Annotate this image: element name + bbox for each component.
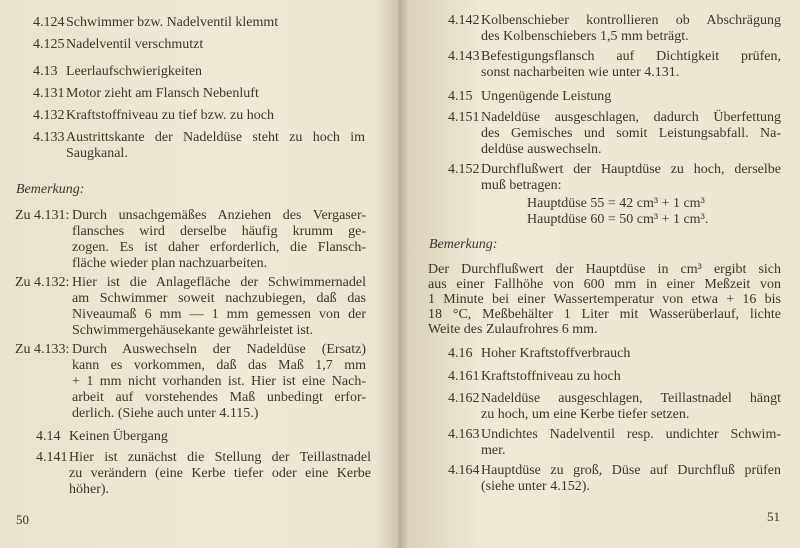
entry-line: Undichtes Nadelventil resp. undichter Schwim-	[481, 427, 781, 442]
remark-paragraph-line: aus einer Fallhöhe von 600 mm in einer Meßzeit von	[428, 277, 781, 292]
entry-line: Keinen Übergang	[69, 429, 168, 444]
entry-line: Kraftstoffniveau zu tief bzw. zu hoch	[66, 108, 274, 123]
remark-line: am Schwimmer soweit nachzubiegen, daß das	[72, 291, 366, 306]
remark-line: Durch unsachgemäßes Anziehen des Vergaser-	[72, 208, 366, 223]
entry-line: des Gemisches und somit Leistungsabfall. Na-	[481, 126, 781, 141]
remark-line: Hier ist die Anlagefläche der Schwimmernadel	[72, 275, 366, 290]
remark-paragraph-line: 18 °C, Meßbehälter 1 Liter mit Wasserüberlauf, lichte	[428, 307, 781, 322]
remark-reference: Zu 4.132:	[15, 275, 70, 290]
remark-line: arbeit auf vorstehendes Maß unbedingt erfor-	[72, 390, 366, 405]
remark-line: flansches wird derselbe häufig krumm ge-	[72, 224, 366, 239]
entry-line: sonst nacharbeiten wie unter 4.131.	[481, 65, 680, 80]
entry-line: Kolbenschieber kontrollieren ob Abschrägung	[481, 13, 781, 28]
entry-number: 4.13	[33, 64, 58, 79]
remark-line: derlich. (Siehe auch unter 4.115.)	[72, 406, 259, 421]
formula-line: Hauptdüse 55 = 42 cm³ + 1 cm³	[527, 196, 705, 211]
remark-line: Schwimmergehäusekante gewährleistet ist.	[72, 323, 314, 338]
entry-line: muß betragen:	[481, 178, 562, 193]
entry-line: Hier ist zunächst die Stellung der Teillastnadel	[69, 450, 371, 465]
entry-number: 4.16	[448, 346, 473, 361]
entry-line: deldüse auswechseln.	[481, 142, 602, 157]
entry-line: Leerlaufschwierigkeiten	[66, 64, 203, 79]
entry-number: 4.151	[448, 110, 480, 125]
entry-line: Schwimmer bzw. Nadelventil klemmt	[66, 15, 279, 30]
entry-number: 4.15	[448, 89, 473, 104]
entry-line: Saugkanal.	[66, 146, 128, 161]
remark-reference: Zu 4.131:	[15, 208, 70, 223]
remark-line: Durch Auswechseln der Nadeldüse (Ersatz)	[72, 342, 366, 357]
formula-line: Hauptdüse 60 = 50 cm³ + 1 cm³.	[527, 212, 709, 227]
entry-line: Hauptdüse zu groß, Düse auf Durchfluß prüfen	[481, 463, 781, 478]
remark-paragraph-line: Der Durchflußwert der Hauptdüse in cm³ ergibt sich	[428, 262, 781, 277]
entry-number: 4.14	[36, 429, 61, 444]
remark-reference: Zu 4.133:	[15, 342, 70, 357]
entry-number: 4.142	[448, 13, 480, 28]
entry-number: 4.163	[448, 427, 480, 442]
page-number: 50	[16, 512, 29, 527]
entry-number: 4.143	[448, 49, 480, 64]
entry-line: Nadelventil verschmutzt	[66, 37, 204, 52]
entry-line: Befestigungsflansch auf Dichtigkeit prüfen,	[481, 49, 781, 64]
remark-heading: Bemerkung:	[16, 182, 85, 197]
remark-heading: Bemerkung:	[429, 237, 498, 252]
entry-number: 4.152	[448, 162, 480, 177]
entry-line: Kraftstoffniveau zu hoch	[481, 369, 621, 384]
entry-number: 4.141	[36, 450, 68, 465]
entry-line: (siehe unter 4.152).	[481, 479, 590, 494]
entry-line: Motor zieht am Flansch Nebenluft	[66, 86, 259, 101]
remark-line: Niveaumaß 6 mm — 1 mm gemessen von der	[72, 307, 366, 322]
entry-line: des Kolbenschiebers 1,5 mm beträgt.	[481, 29, 689, 44]
entry-line: Nadeldüse ausgeschlagen, Teillastnadel hängt	[481, 391, 781, 406]
entry-line: Durchflußwert der Hauptdüse zu hoch, derselbe	[481, 162, 781, 177]
entry-line: Nadeldüse ausgeschlagen, dadurch Überfettung	[481, 110, 781, 125]
remark-line: kann es vorkommen, daß das Maß 1,7 mm	[72, 358, 366, 373]
entry-line: höher).	[69, 482, 110, 497]
remark-paragraph-line: 1 Minute bei einer Wassertemperatur von etwa + 16 bis	[428, 292, 781, 307]
entry-line: Ungenügende Leistung	[481, 89, 612, 104]
entry-number: 4.164	[448, 463, 480, 478]
entry-line: zu hoch, um eine Kerbe tiefer setzen.	[481, 407, 690, 422]
remark-line: zogen. Es ist daher erforderlich, die Flansch-	[72, 240, 366, 255]
remark-line: fläche wieder plan nachzuarbeiten.	[72, 256, 268, 271]
entry-number: 4.161	[448, 369, 480, 384]
page-number: 51	[767, 509, 780, 524]
entry-number: 4.162	[448, 391, 480, 406]
entry-number: 4.124	[33, 15, 65, 30]
entry-number: 4.133	[33, 130, 65, 145]
remark-line: + 1 mm nicht vorhanden ist. Hier ist eine Nach-	[72, 374, 366, 389]
entry-line: Hoher Kraftstoffverbrauch	[481, 346, 631, 361]
entry-number: 4.132	[33, 108, 65, 123]
entry-line: mer.	[481, 443, 506, 458]
entry-line: Austrittskante der Nadeldüse steht zu hoch im	[66, 130, 365, 145]
entry-number: 4.125	[33, 37, 65, 52]
remark-paragraph-line: Weite des Zulaufrohres 6 mm.	[428, 322, 598, 337]
entry-line: zu verändern (eine Kerbe tiefer oder eine Kerbe	[69, 466, 371, 481]
entry-number: 4.131	[33, 86, 65, 101]
